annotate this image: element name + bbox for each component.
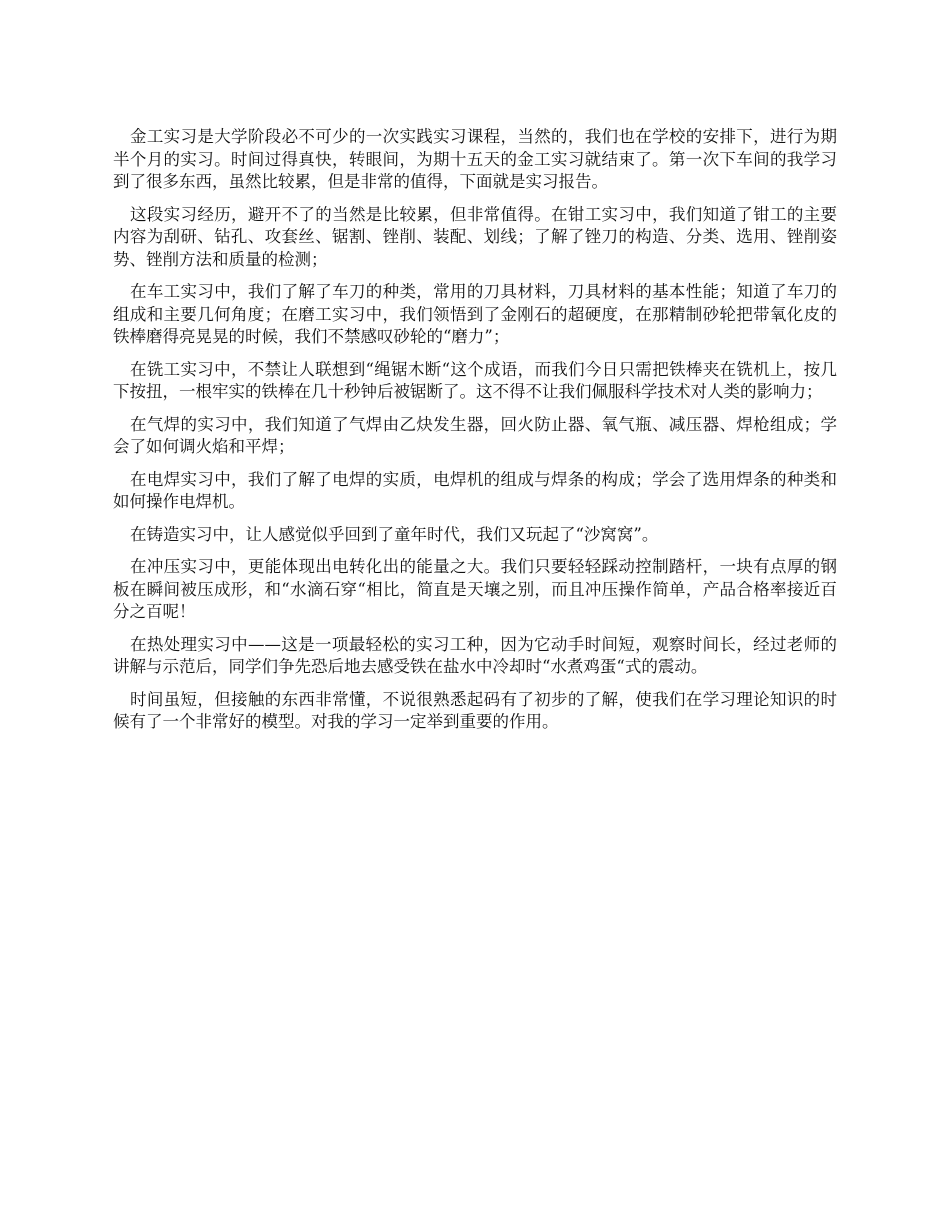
paragraph-5: 在气焊的实习中，我们知道了气焊由乙炔发生器，回火防止器、氧气瓶、减压器、焊枪组成；学会了如何调火焰和平焊； [113, 414, 837, 456]
paragraph-8: 在冲压实习中，更能体现出电转化出的能量之大。我们只要轻轻踩动控制踏杆，一块有点厚的钢板在瞬间被压成形，和“水滴石穿“相比，简直是天壤之别，而且冲压操作简单，产品合格率接近百分之百呢！ [113, 557, 837, 621]
paragraph-10: 时间虽短，但接触的东西非常懂，不说很熟悉起码有了初步的了解，使我们在学习理论知识的时候有了一个非常好的模型。对我的学习一定举到重要的作用。 [113, 689, 837, 731]
paragraph-7: 在铸造实习中，让人感觉似乎回到了童年时代，我们又玩起了“沙窝窝”。 [130, 524, 659, 544]
paragraph-1: 金工实习是大学阶段必不可少的一次实践实习课程，当然的，我们也在学校的安排下，进行为期半个月的实习。时间过得真快，转眼间，为期十五天的金工实习就结束了。第一次下车间的我学习到了很多东西，虽然比较累，但是非常的值得，下面就是实习报告。 [113, 127, 837, 191]
paragraph-9: 在热处理实习中——这是一项最轻松的实习工种，因为它动手时间短，观察时间长，经过老师的讲解与示范后，同学们争先恐后地去感受铁在盐水中冷却时“水煮鸡蛋“式的震动。 [113, 634, 837, 676]
paragraph-2: 这段实习经历，避开不了的当然是比较累，但非常值得。在钳工实习中，我们知道了钳工的主要内容为刮研、钻孔、攻套丝、锯割、锉削、装配、划线；了解了锉刀的构造、分类、选用、锉削姿势、锉削方法和质量的检测； [113, 204, 837, 269]
paragraph-4: 在铣工实习中，不禁让人联想到“绳锯木断“这个成语，而我们今日只需把铁棒夹在铣机上，按几下按扭，一根牢实的铁棒在几十秒钟后被锯断了。这不得不让我们佩服科学技术对人类的影响力； [113, 359, 837, 401]
paragraph-3: 在车工实习中，我们了解了车刀的种类，常用的刀具材料，刀具材料的基本性能；知道了车刀的组成和主要几何角度；在磨工实习中，我们领悟到了金刚石的超硬度，在那精制砂轮把带氧化皮的铁棒磨得亮晃晃的时候，我们不禁感叹砂轮的“磨力”； [113, 282, 837, 346]
document-body [113, 126, 837, 744]
paragraph-6: 在电焊实习中，我们了解了电焊的实质，电焊机的组成与焊条的构成；学会了选用焊条的种类和如何操作电焊机。 [113, 469, 837, 511]
